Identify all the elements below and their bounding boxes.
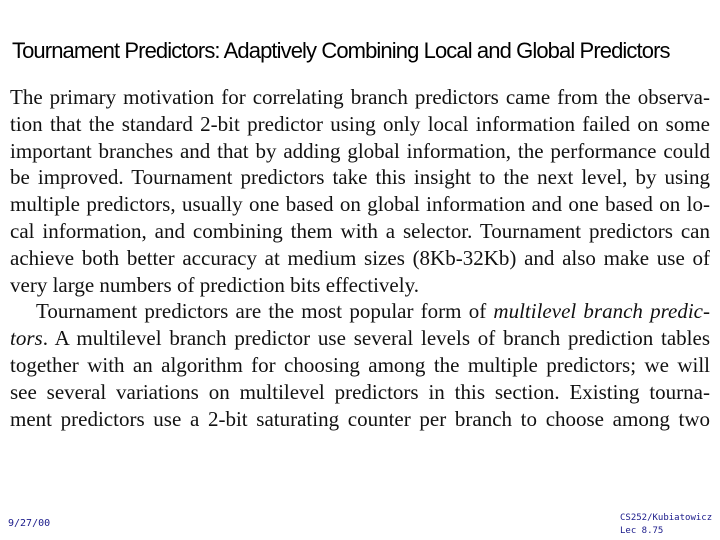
- paragraph1-line: cal information, and combining them with a selector. Tournament predictors can: [10, 218, 710, 243]
- paragraph1-line: The primary motivation for correlating branch predictors came from the observa-: [10, 85, 710, 109]
- paragraph1-line: multiple predictors, usually one based on global information and one based on lo-: [10, 192, 710, 217]
- paragraph1-line: be improved. Tournament predictors take this insight to the next level, by using: [10, 165, 710, 190]
- paragraph2-emphasis: multilevel branch predic-: [493, 299, 710, 324]
- paragraph2-line: see several variations on multilevel predictors in this section. Existing tourna-: [10, 379, 710, 404]
- paragraph1-line: tion that the standard 2-bit predictor using only local information failed on some: [10, 111, 710, 136]
- paragraph2-text: Tournament predictors are the most popular form of: [36, 299, 494, 324]
- footer-lecture: Lec 8.75: [620, 526, 664, 536]
- footer-date: 9/27/00: [8, 518, 51, 529]
- paragraph2-line: [10, 325, 710, 352]
- footer-course-info: [620, 512, 712, 538]
- paragraph1-line: very large numbers of prediction bits effectively.: [10, 272, 419, 297]
- paragraph2-line: [10, 298, 710, 325]
- paragraph2-line: together with an algorithm for choosing among the multiple predictors; we will: [10, 352, 710, 377]
- paragraph1-line: important branches and that by adding global information, the performance could: [10, 138, 710, 163]
- footer-course: CS252/Kubiatowicz: [620, 513, 713, 523]
- paragraph2-line: ment predictors use a 2-bit saturating counter per branch to choose among two: [10, 406, 710, 431]
- paragraph2-text: . A multilevel branch predictor use several levels of branch prediction tables: [42, 326, 710, 351]
- paragraph2-emphasis: tors: [10, 326, 43, 351]
- paragraph1-line: achieve both better accuracy at medium sizes (8Kb-32Kb) and also make use of: [10, 245, 710, 270]
- body-text: [10, 84, 710, 432]
- slide-title: Tournament Predictors: Adaptively Combining Local and Global Predictors: [12, 38, 670, 63]
